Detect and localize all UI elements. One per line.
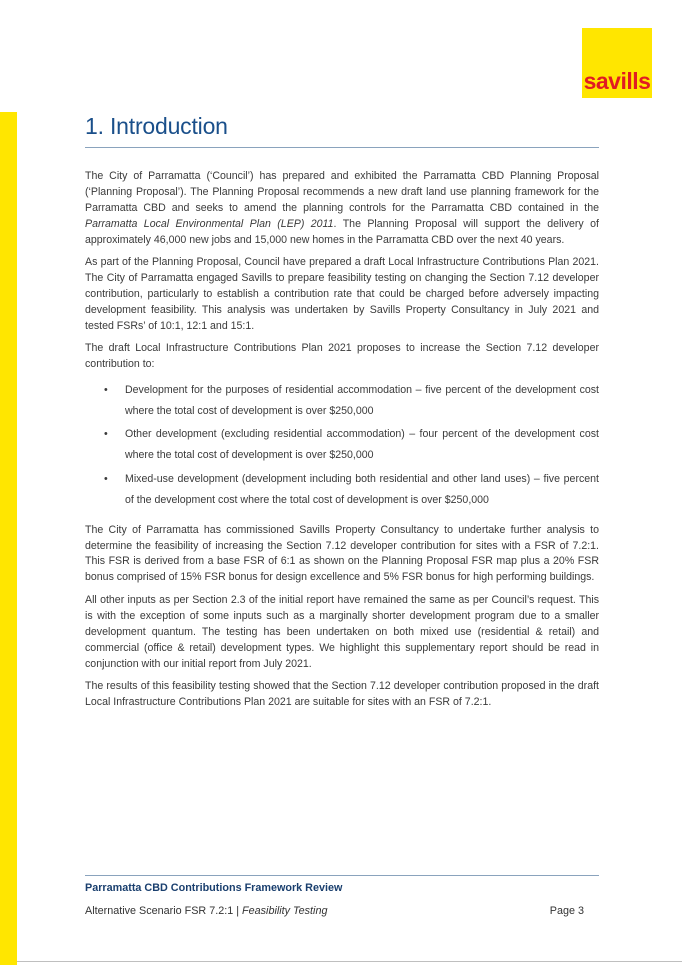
footer-title: Parramatta CBD Contributions Framework Review [85, 882, 343, 894]
savills-logo [582, 28, 652, 98]
paragraph-5: All other inputs as per Section 2.3 of the initial report have remained the same as per Council’s request. This is with the exception of some inputs such as a marginally shorter development program due to a smaller development quantum. The testing has been undertaken on both mixed use (residential & retail) and commercial (office & retail) development types. We highlight this supplementary report should be read in conjunction with our initial report from July 2021. [85, 593, 599, 670]
contribution-rate-list [85, 380, 599, 511]
section-heading: 1. Introduction [85, 113, 228, 139]
footer-subtitle-italic: Feasibility Testing [242, 905, 328, 917]
paragraph-1 [85, 169, 599, 249]
paragraph-2: As part of the Planning Proposal, Council have prepared a draft Local Infrastructure Contributions Plan 2021. The City of Parramatta engaged Savills to prepare feasibility testing on changing the Section 7.12 developer contribution, particularly to establish a contribution rate that could be charged before adversely impacting development feasibility. This analysis was undertaken by Savills Property Consultancy in July 2021 and tested FSRs’ of 10:1, 12:1 and 15:1. [85, 256, 599, 332]
page-bottom-divider [17, 961, 682, 962]
footer-subtitle-plain: Alternative Scenario FSR 7.2:1 | [85, 905, 243, 917]
list-item: • Mixed-use development (development including both residential and other land uses) – five percent of the development cost where the total cost of development is over $250,000 [85, 469, 599, 511]
paragraph-1-part-2: . The Planning Proposal will support the delivery of approximately 46,000 new jobs and 15,000 new homes in the Parramatta CBD over the next 40 years. [85, 217, 599, 246]
page-number: Page 3 [549, 905, 584, 917]
paragraph-1-part-1: The City of Parramatta (‘Council’) has prepared and exhibited the Parramatta CBD Planning Proposal (‘Planning Proposal’). The Planning Proposal recommends a new draft land use planning framework for the Parramatta CBD and seeks to amend the planning controls for the Parramatta CBD contained in the [85, 170, 599, 214]
paragraph-1-lep-title: Parramatta Local Environmental Plan (LEP) 2011 [85, 217, 334, 230]
heading-divider [85, 147, 599, 148]
body-content [85, 169, 599, 717]
paragraph-3: The draft Local Infrastructure Contributions Plan 2021 proposes to increase the Section 7.12 developer contribution to: [85, 342, 599, 371]
paragraph-4: The City of Parramatta has commissioned Savills Property Consultancy to undertake further analysis to determine the feasibility of increasing the Section 7.12 developer contribution for sites with a FSR of 7.2:1. This FSR is derived from a base FSR of 6:1 as shown on the Planning Proposal FSR map plus a 20% FSR bonus comprised of 15% FSR bonus for design excellence and 5% FSR bonus for high performing buildings. [85, 523, 599, 584]
list-item: • Other development (excluding residential accommodation) – four percent of the development cost where the total cost of development is over $250,000 [85, 424, 599, 466]
yellow-side-bar [0, 112, 17, 965]
logo-text: savills [583, 68, 651, 94]
paragraph-6: The results of this feasibility testing showed that the Section 7.12 developer contribution proposed in the draft Local Infrastructure Contributions Plan 2021 are suitable for sites with an FSR of 7.2:1. [85, 680, 599, 708]
list-item: • Development for the purposes of residential accommodation – five percent of the development cost where the total cost of development is over $250,000 [85, 380, 599, 422]
footer-subtitle [85, 905, 327, 917]
footer-divider [85, 875, 599, 876]
